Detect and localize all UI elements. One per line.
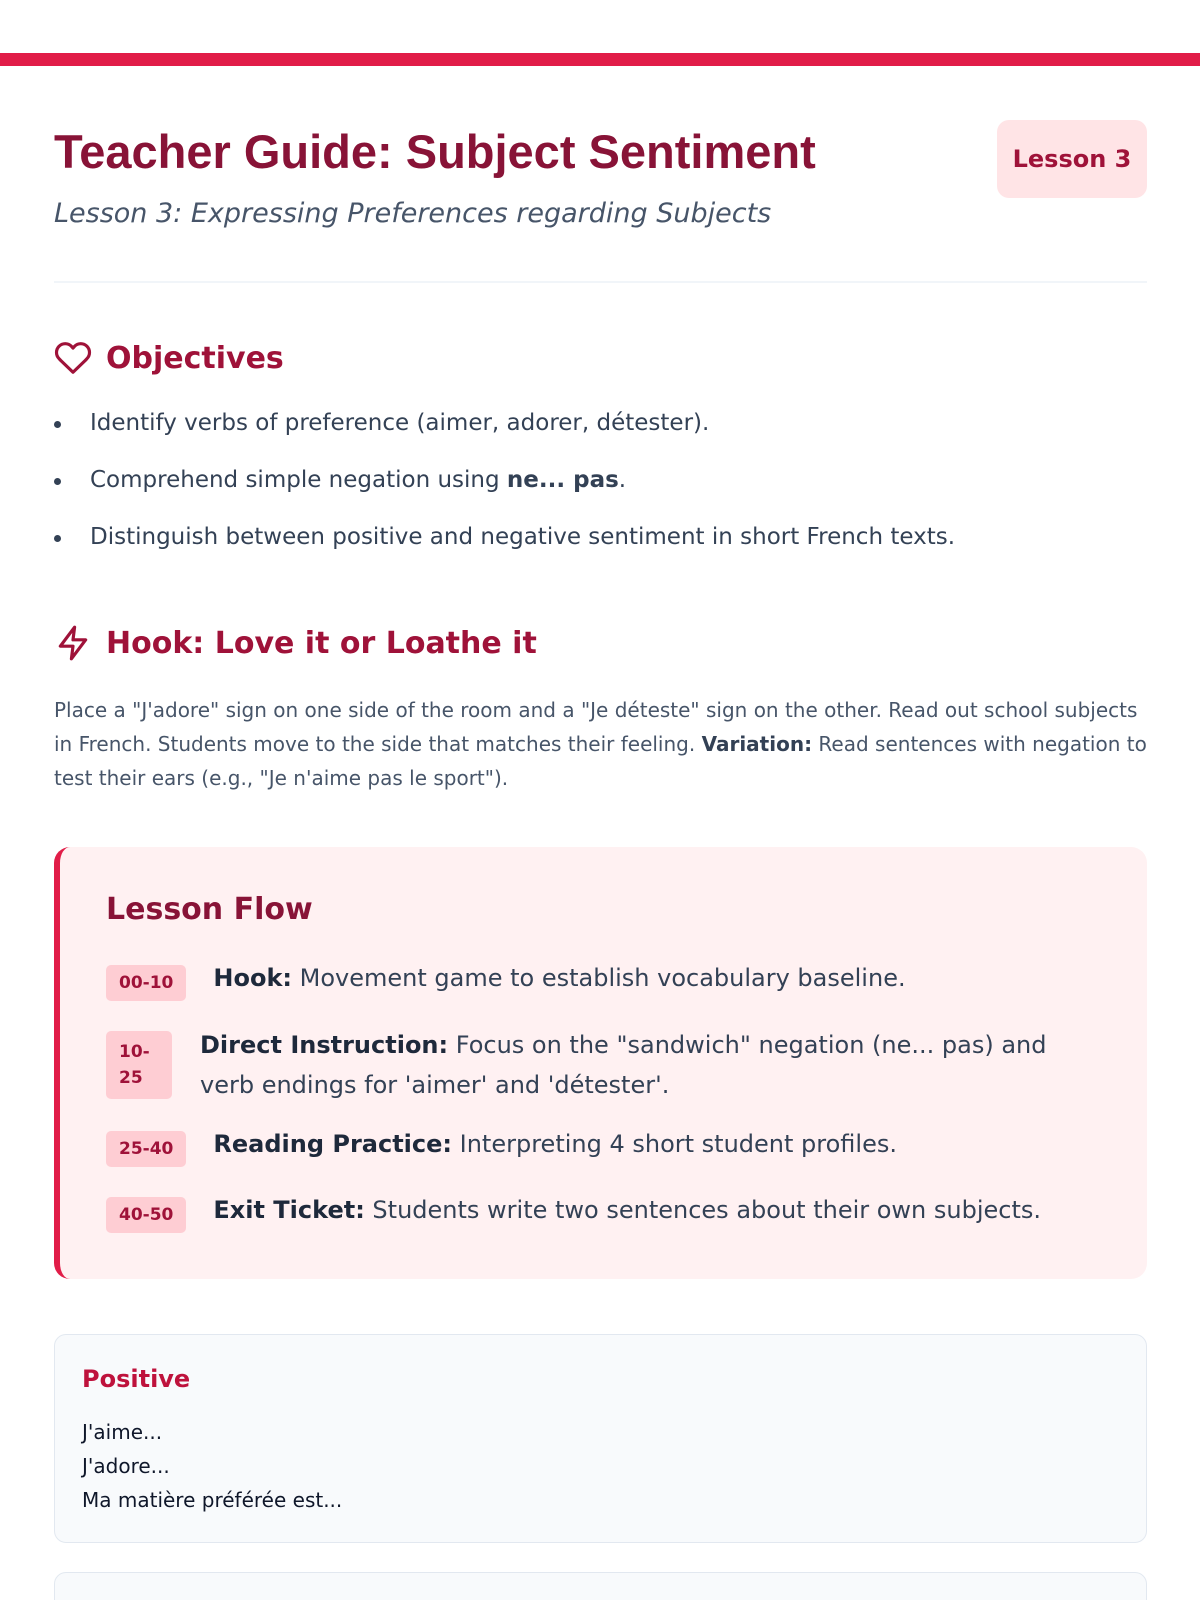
heart-icon (54, 339, 92, 377)
flow-item: 00-10 Hook: Movement game to establish vocabulary baseline. (106, 965, 906, 1001)
next-card (54, 1572, 1147, 1600)
phrase-line: Ma matière préférée est... (82, 1488, 343, 1512)
flow-item: 40-50 Exit Ticket: Students write two sentences about their own subjects. (106, 1197, 1041, 1233)
list-item: Distinguish between positive and negative sentiment in short French texts. (54, 522, 1147, 579)
objectives-title: Objectives (106, 340, 284, 376)
lesson-flow-title: Lesson Flow (106, 892, 313, 927)
time-tag: 10- 25 (106, 1031, 172, 1099)
lightning-icon (54, 624, 92, 662)
hook-title: Hook: Love it or Loathe it (106, 625, 537, 661)
objectives-list (54, 408, 1147, 579)
phrase-line: J'aime... (82, 1420, 163, 1444)
lesson-badge: Lesson 3 (997, 120, 1147, 198)
positive-lines (82, 1415, 342, 1517)
phrase-line: J'adore... (82, 1454, 170, 1478)
objectives-heading (54, 339, 284, 377)
time-tag: 00-10 (106, 965, 186, 1001)
hook-heading (54, 624, 537, 662)
time-tag: 25-40 (106, 1131, 186, 1167)
positive-phrases-card (54, 1334, 1147, 1543)
page-title: Teacher Guide: Subject Sentiment (54, 125, 816, 178)
lesson-flow-card (54, 847, 1147, 1279)
top-accent-bar (0, 53, 1200, 66)
hook-description: Place a "J'adore" sign on one side of the room and a "Je déteste" sign on the other. Read out school subjects in French. Students move to the side that matches their feeling. Variation: Read sentences with negation to test their ears (e.g., "Je n'aime pas le sport"). (54, 698, 1147, 790)
positive-title: Positive (82, 1365, 191, 1393)
time-tag: 40-50 (106, 1197, 186, 1233)
flow-item: 10- 25 Direct Instruction: Focus on the "sandwich" negation (ne... pas) and verb endings for 'aimer' and 'détester'. (106, 1031, 1080, 1105)
page-subtitle: Lesson 3: Expressing Preferences regarding Subjects (54, 198, 772, 229)
flow-item: 25-40 Reading Practice: Interpreting 4 short student profiles. (106, 1131, 897, 1167)
page-header (54, 118, 1147, 283)
list-item: Comprehend simple negation using ne... pas. (54, 465, 1147, 522)
list-item: Identify verbs of preference (aimer, adorer, détester). (54, 408, 1147, 465)
